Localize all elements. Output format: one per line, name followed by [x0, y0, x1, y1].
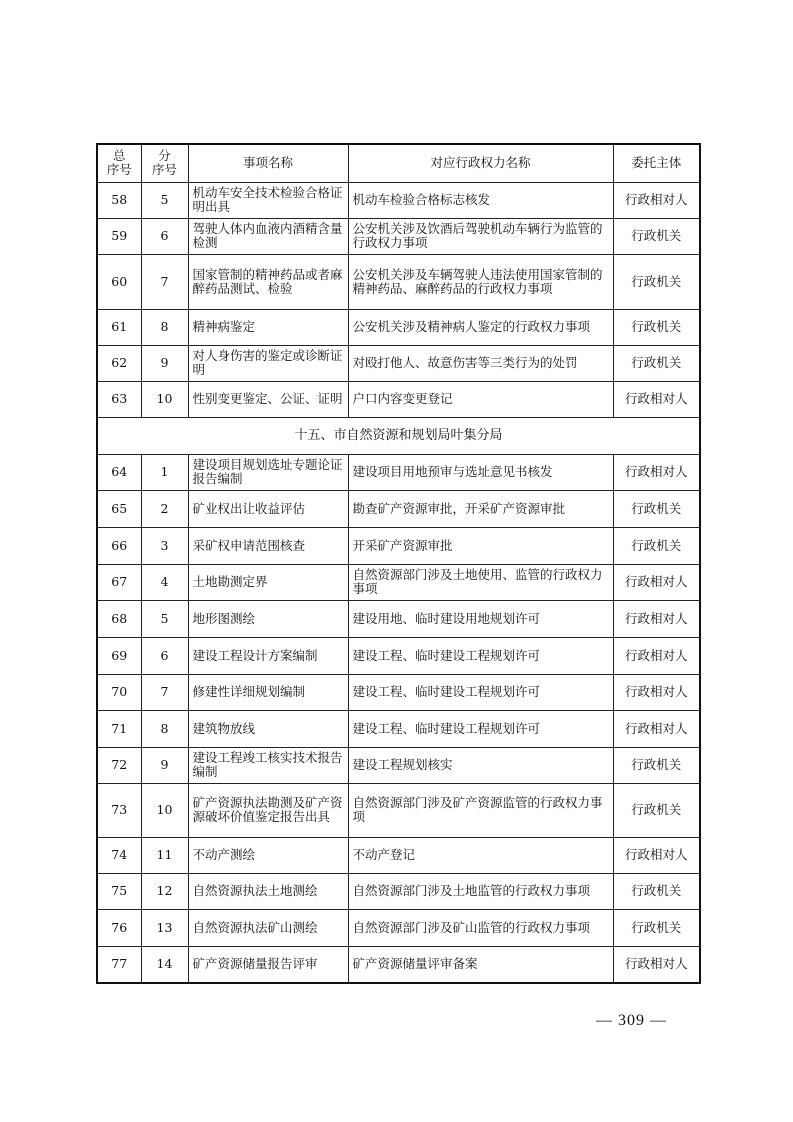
power-name-cell: 建设工程、临时建设工程规划许可	[348, 710, 613, 747]
entrusted-party-cell: 行政相对人	[613, 710, 700, 747]
power-name-cell: 对殴打他人、故意伤害等三类行为的处罚	[348, 345, 613, 381]
total-number-cell: 68	[97, 600, 141, 637]
table-row	[97, 218, 700, 254]
table-row	[97, 783, 700, 837]
sub-number-cell: 12	[141, 873, 188, 909]
entrusted-party-cell: 行政相对人	[613, 381, 700, 417]
power-name-cell: 机动车检验合格标志核发	[348, 182, 613, 218]
entrusted-party-cell: 行政相对人	[613, 837, 700, 873]
table-row	[97, 946, 700, 983]
table-row	[97, 254, 700, 309]
sub-number-cell: 6	[141, 637, 188, 674]
entrusted-party-cell: 行政相对人	[613, 600, 700, 637]
sub-number-cell: 1	[141, 454, 188, 490]
entrusted-party-cell: 行政相对人	[613, 946, 700, 983]
total-number-cell: 71	[97, 710, 141, 747]
header-power-name: 对应行政权力名称	[348, 144, 613, 182]
table-row	[97, 527, 700, 564]
total-number-cell: 61	[97, 309, 141, 345]
total-number-cell: 70	[97, 674, 141, 710]
total-number-cell: 60	[97, 254, 141, 309]
power-name-cell: 建设工程、临时建设工程规划许可	[348, 637, 613, 674]
item-name-cell: 建设项目规划选址专题论证报告编制	[188, 454, 348, 490]
table-row	[97, 345, 700, 381]
sub-number-cell: 10	[141, 783, 188, 837]
total-number-cell: 62	[97, 345, 141, 381]
sub-number-cell: 11	[141, 837, 188, 873]
power-name-cell: 公安机关涉及精神病人鉴定的行政权力事项	[348, 309, 613, 345]
entrusted-party-cell: 行政机关	[613, 747, 700, 783]
section-row	[97, 417, 700, 454]
entrusted-party-cell: 行政相对人	[613, 564, 700, 600]
power-name-cell: 自然资源部门涉及土地监管的行政权力事项	[348, 873, 613, 909]
item-name-cell: 对人身伤害的鉴定或诊断证明	[188, 345, 348, 381]
entrusted-party-cell: 行政机关	[613, 909, 700, 946]
header-entrusted-party: 委托主体	[613, 144, 700, 182]
header-sub-number: 分 序号	[141, 144, 188, 182]
total-number-cell: 59	[97, 218, 141, 254]
power-name-cell: 户口内容变更登记	[348, 381, 613, 417]
table-row	[97, 309, 700, 345]
sub-number-cell: 14	[141, 946, 188, 983]
total-number-cell: 72	[97, 747, 141, 783]
power-name-cell: 矿产资源储量评审备案	[348, 946, 613, 983]
sub-number-cell: 5	[141, 600, 188, 637]
power-name-cell: 自然资源部门涉及矿产资源监管的行政权力事项	[348, 783, 613, 837]
sub-number-cell: 2	[141, 490, 188, 527]
table-header-row	[97, 144, 700, 182]
item-name-cell: 自然资源执法土地测绘	[188, 873, 348, 909]
total-number-cell: 76	[97, 909, 141, 946]
table-row	[97, 837, 700, 873]
sub-number-cell: 3	[141, 527, 188, 564]
section-title: 十五、市自然资源和规划局叶集分局	[97, 417, 700, 454]
entrusted-party-cell: 行政相对人	[613, 674, 700, 710]
power-name-cell: 建设用地、临时建设用地规划许可	[348, 600, 613, 637]
sub-number-cell: 7	[141, 254, 188, 309]
entrusted-party-cell: 行政相对人	[613, 454, 700, 490]
item-name-cell: 矿业权出让收益评估	[188, 490, 348, 527]
entrusted-party-cell: 行政机关	[613, 345, 700, 381]
total-number-cell: 67	[97, 564, 141, 600]
sub-number-cell: 6	[141, 218, 188, 254]
entrusted-party-cell: 行政机关	[613, 218, 700, 254]
item-name-cell: 采矿权申请范围核查	[188, 527, 348, 564]
item-name-cell: 地形图测绘	[188, 600, 348, 637]
power-name-cell: 建设项目用地预审与选址意见书核发	[348, 454, 613, 490]
total-number-cell: 74	[97, 837, 141, 873]
sub-number-cell: 5	[141, 182, 188, 218]
sub-number-cell: 10	[141, 381, 188, 417]
item-name-cell: 矿产资源执法勘测及矿产资源破坏价值鉴定报告出具	[188, 783, 348, 837]
power-name-cell: 公安机关涉及饮酒后驾驶机动车辆行为监管的行政权力事项	[348, 218, 613, 254]
entrusted-party-cell: 行政机关	[613, 309, 700, 345]
sub-number-cell: 7	[141, 674, 188, 710]
table-row	[97, 490, 700, 527]
entrusted-party-cell: 行政相对人	[613, 182, 700, 218]
table-row	[97, 747, 700, 783]
power-name-cell: 建设工程、临时建设工程规划许可	[348, 674, 613, 710]
table-row	[97, 600, 700, 637]
table-row	[97, 381, 700, 417]
page-number: — 309 —	[596, 1012, 667, 1029]
entrusted-party-cell: 行政机关	[613, 490, 700, 527]
entrusted-party-cell: 行政机关	[613, 873, 700, 909]
item-name-cell: 建筑物放线	[188, 710, 348, 747]
item-name-cell: 建设工程竣工核实技术报告编制	[188, 747, 348, 783]
table-row	[97, 674, 700, 710]
sub-number-cell: 13	[141, 909, 188, 946]
power-name-cell: 不动产登记	[348, 837, 613, 873]
entrusted-party-cell: 行政机关	[613, 527, 700, 564]
table-row	[97, 909, 700, 946]
total-number-cell: 65	[97, 490, 141, 527]
header-item-name: 事项名称	[188, 144, 348, 182]
power-name-cell: 勘查矿产资源审批，开采矿产资源审批	[348, 490, 613, 527]
item-name-cell: 自然资源执法矿山测绘	[188, 909, 348, 946]
sub-number-cell: 4	[141, 564, 188, 600]
sub-number-cell: 8	[141, 710, 188, 747]
item-name-cell: 精神病鉴定	[188, 309, 348, 345]
power-name-cell: 自然资源部门涉及土地使用、监管的行政权力事项	[348, 564, 613, 600]
power-name-cell: 建设工程规划核实	[348, 747, 613, 783]
item-name-cell: 建设工程设计方案编制	[188, 637, 348, 674]
table-row	[97, 182, 700, 218]
header-total-number: 总 序号	[97, 144, 141, 182]
sub-number-cell: 9	[141, 345, 188, 381]
item-name-cell: 驾驶人体内血液内酒精含量检测	[188, 218, 348, 254]
entrusted-party-cell: 行政相对人	[613, 637, 700, 674]
total-number-cell: 58	[97, 182, 141, 218]
table-row	[97, 454, 700, 490]
item-name-cell: 性别变更鉴定、公证、证明	[188, 381, 348, 417]
total-number-cell: 66	[97, 527, 141, 564]
total-number-cell: 63	[97, 381, 141, 417]
item-name-cell: 矿产资源储量报告评审	[188, 946, 348, 983]
total-number-cell: 64	[97, 454, 141, 490]
entrustment-table	[96, 143, 701, 984]
total-number-cell: 75	[97, 873, 141, 909]
entrusted-party-cell: 行政机关	[613, 254, 700, 309]
sub-number-cell: 8	[141, 309, 188, 345]
total-number-cell: 77	[97, 946, 141, 983]
total-number-cell: 69	[97, 637, 141, 674]
item-name-cell: 机动车安全技术检验合格证明出具	[188, 182, 348, 218]
sub-number-cell: 9	[141, 747, 188, 783]
table-row	[97, 564, 700, 600]
item-name-cell: 国家管制的精神药品或者麻醉药品测试、检验	[188, 254, 348, 309]
item-name-cell: 不动产测绘	[188, 837, 348, 873]
power-name-cell: 公安机关涉及车辆驾驶人违法使用国家管制的精神药品、麻醉药品的行政权力事项	[348, 254, 613, 309]
item-name-cell: 修建性详细规划编制	[188, 674, 348, 710]
entrusted-party-cell: 行政机关	[613, 783, 700, 837]
table-row	[97, 873, 700, 909]
table-row	[97, 637, 700, 674]
item-name-cell: 土地勘测定界	[188, 564, 348, 600]
table-row	[97, 710, 700, 747]
total-number-cell: 73	[97, 783, 141, 837]
power-name-cell: 开采矿产资源审批	[348, 527, 613, 564]
power-name-cell: 自然资源部门涉及矿山监管的行政权力事项	[348, 909, 613, 946]
